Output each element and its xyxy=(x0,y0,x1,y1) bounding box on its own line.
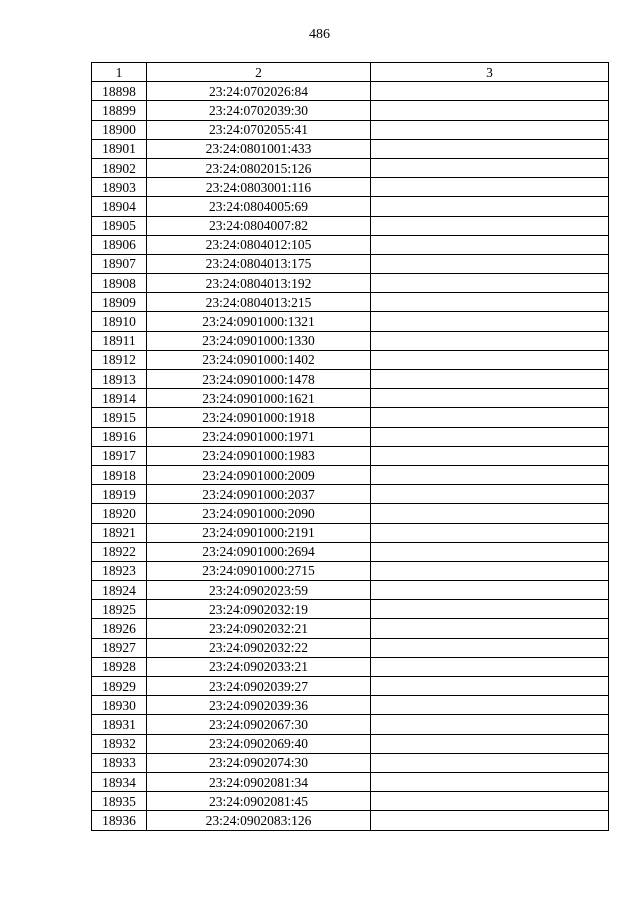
table-row xyxy=(92,197,609,216)
row-number-cell: 18936 xyxy=(92,811,147,830)
table-row xyxy=(92,638,609,657)
cadastral-number-cell: 23:24:0804013:192 xyxy=(147,274,371,293)
row-number-cell: 18928 xyxy=(92,657,147,676)
cadastral-number-cell: 23:24:0902023:59 xyxy=(147,581,371,600)
table-row xyxy=(92,408,609,427)
cadastral-number-cell: 23:24:0901000:1330 xyxy=(147,331,371,350)
table-row xyxy=(92,274,609,293)
table-row xyxy=(92,772,609,791)
note-cell xyxy=(371,542,609,561)
row-number-cell: 18903 xyxy=(92,178,147,197)
table-row xyxy=(92,677,609,696)
note-cell xyxy=(371,792,609,811)
table-row xyxy=(92,504,609,523)
table-body xyxy=(92,63,609,831)
cadastral-number-cell: 23:24:0901000:1402 xyxy=(147,350,371,369)
cadastral-number-cell: 23:24:0901000:2715 xyxy=(147,561,371,580)
row-number-cell: 18912 xyxy=(92,350,147,369)
cadastral-number-cell: 23:24:0901000:2037 xyxy=(147,485,371,504)
cadastral-number-cell: 23:24:0902033:21 xyxy=(147,657,371,676)
note-cell xyxy=(371,772,609,791)
cadastral-number-cell: 23:24:0702055:41 xyxy=(147,120,371,139)
table-row xyxy=(92,178,609,197)
note-cell xyxy=(371,638,609,657)
note-cell xyxy=(371,504,609,523)
table-row xyxy=(92,216,609,235)
row-number-cell: 18921 xyxy=(92,523,147,542)
table-row xyxy=(92,446,609,465)
cadastral-number-cell: 23:24:0803001:116 xyxy=(147,178,371,197)
row-number-cell: 18911 xyxy=(92,331,147,350)
row-number-cell: 18900 xyxy=(92,120,147,139)
table-row xyxy=(92,542,609,561)
row-number-cell: 18918 xyxy=(92,465,147,484)
table-row xyxy=(92,427,609,446)
row-number-cell: 18934 xyxy=(92,772,147,791)
note-cell xyxy=(371,581,609,600)
header-cell-3: 3 xyxy=(371,63,609,82)
table-row xyxy=(92,82,609,101)
table-row xyxy=(92,139,609,158)
note-cell xyxy=(371,101,609,120)
row-number-cell: 18925 xyxy=(92,600,147,619)
note-cell xyxy=(371,619,609,638)
row-number-cell: 18907 xyxy=(92,254,147,273)
row-number-cell: 18932 xyxy=(92,734,147,753)
note-cell xyxy=(371,254,609,273)
note-cell xyxy=(371,197,609,216)
note-cell xyxy=(371,139,609,158)
note-cell xyxy=(371,465,609,484)
row-number-cell: 18904 xyxy=(92,197,147,216)
table-row xyxy=(92,331,609,350)
note-cell xyxy=(371,216,609,235)
cadastral-number-cell: 23:24:0901000:1971 xyxy=(147,427,371,446)
note-cell xyxy=(371,370,609,389)
row-number-cell: 18930 xyxy=(92,696,147,715)
note-cell xyxy=(371,120,609,139)
note-cell xyxy=(371,293,609,312)
cadastral-number-cell: 23:24:0902081:34 xyxy=(147,772,371,791)
row-number-cell: 18929 xyxy=(92,677,147,696)
cadastral-number-cell: 23:24:0804013:175 xyxy=(147,254,371,273)
cadastral-number-cell: 23:24:0901000:2009 xyxy=(147,465,371,484)
cadastral-number-cell: 23:24:0902032:19 xyxy=(147,600,371,619)
cadastral-number-cell: 23:24:0801001:433 xyxy=(147,139,371,158)
table-row xyxy=(92,657,609,676)
note-cell xyxy=(371,734,609,753)
cadastral-number-cell: 23:24:0902032:21 xyxy=(147,619,371,638)
note-cell xyxy=(371,715,609,734)
note-cell xyxy=(371,312,609,331)
cadastral-number-cell: 23:24:0901000:1621 xyxy=(147,389,371,408)
cadastral-number-cell: 23:24:0902039:27 xyxy=(147,677,371,696)
row-number-cell: 18901 xyxy=(92,139,147,158)
cadastral-number-cell: 23:24:0901000:2090 xyxy=(147,504,371,523)
table-row xyxy=(92,581,609,600)
row-number-cell: 18917 xyxy=(92,446,147,465)
table-row xyxy=(92,561,609,580)
row-number-cell: 18898 xyxy=(92,82,147,101)
table-row xyxy=(92,158,609,177)
row-number-cell: 18908 xyxy=(92,274,147,293)
row-number-cell: 18910 xyxy=(92,312,147,331)
cadastral-number-cell: 23:24:0901000:1918 xyxy=(147,408,371,427)
table-row xyxy=(92,370,609,389)
cadastral-number-cell: 23:24:0901000:2694 xyxy=(147,542,371,561)
note-cell xyxy=(371,158,609,177)
table-row xyxy=(92,120,609,139)
note-cell xyxy=(371,561,609,580)
table-row xyxy=(92,485,609,504)
row-number-cell: 18935 xyxy=(92,792,147,811)
table-row xyxy=(92,811,609,830)
cadastral-number-cell: 23:24:0902032:22 xyxy=(147,638,371,657)
row-number-cell: 18909 xyxy=(92,293,147,312)
note-cell xyxy=(371,485,609,504)
row-number-cell: 18919 xyxy=(92,485,147,504)
row-number-cell: 18905 xyxy=(92,216,147,235)
row-number-cell: 18931 xyxy=(92,715,147,734)
row-number-cell: 18913 xyxy=(92,370,147,389)
page-number: 486 xyxy=(309,27,330,42)
table-row xyxy=(92,753,609,772)
cadastral-number-cell: 23:24:0901000:1478 xyxy=(147,370,371,389)
note-cell xyxy=(371,178,609,197)
note-cell xyxy=(371,657,609,676)
cadastral-table xyxy=(91,62,609,831)
table-row xyxy=(92,389,609,408)
row-number-cell: 18899 xyxy=(92,101,147,120)
table-row xyxy=(92,293,609,312)
cadastral-number-cell: 23:24:0802015:126 xyxy=(147,158,371,177)
row-number-cell: 18924 xyxy=(92,581,147,600)
row-number-cell: 18933 xyxy=(92,753,147,772)
cadastral-number-cell: 23:24:0702039:30 xyxy=(147,101,371,120)
cadastral-number-cell: 23:24:0902069:40 xyxy=(147,734,371,753)
cadastral-number-cell: 23:24:0902067:30 xyxy=(147,715,371,734)
note-cell xyxy=(371,523,609,542)
table-row xyxy=(92,715,609,734)
note-cell xyxy=(371,427,609,446)
table-row xyxy=(92,619,609,638)
table-row xyxy=(92,465,609,484)
note-cell xyxy=(371,350,609,369)
cadastral-number-cell: 23:24:0804012:105 xyxy=(147,235,371,254)
table-row xyxy=(92,696,609,715)
row-number-cell: 18920 xyxy=(92,504,147,523)
row-number-cell: 18902 xyxy=(92,158,147,177)
row-number-cell: 18922 xyxy=(92,542,147,561)
table-row xyxy=(92,101,609,120)
cadastral-number-cell: 23:24:0804013:215 xyxy=(147,293,371,312)
table-row xyxy=(92,312,609,331)
cadastral-number-cell: 23:24:0901000:2191 xyxy=(147,523,371,542)
note-cell xyxy=(371,389,609,408)
note-cell xyxy=(371,446,609,465)
table-row xyxy=(92,792,609,811)
note-cell xyxy=(371,696,609,715)
cadastral-number-cell: 23:24:0804007:82 xyxy=(147,216,371,235)
note-cell xyxy=(371,331,609,350)
row-number-cell: 18923 xyxy=(92,561,147,580)
row-number-cell: 18916 xyxy=(92,427,147,446)
cadastral-number-cell: 23:24:0901000:1321 xyxy=(147,312,371,331)
table-row xyxy=(92,734,609,753)
cadastral-number-cell: 23:24:0804005:69 xyxy=(147,197,371,216)
note-cell xyxy=(371,408,609,427)
header-cell-2: 2 xyxy=(147,63,371,82)
cadastral-number-cell: 23:24:0902081:45 xyxy=(147,792,371,811)
row-number-cell: 18927 xyxy=(92,638,147,657)
row-number-cell: 18915 xyxy=(92,408,147,427)
note-cell xyxy=(371,235,609,254)
note-cell xyxy=(371,677,609,696)
header-cell-1: 1 xyxy=(92,63,147,82)
cadastral-number-cell: 23:24:0702026:84 xyxy=(147,82,371,101)
cadastral-number-cell: 23:24:0901000:1983 xyxy=(147,446,371,465)
table-row xyxy=(92,600,609,619)
note-cell xyxy=(371,811,609,830)
table-row xyxy=(92,523,609,542)
note-cell xyxy=(371,82,609,101)
table-header-row xyxy=(92,63,609,82)
table-row xyxy=(92,235,609,254)
cadastral-number-cell: 23:24:0902083:126 xyxy=(147,811,371,830)
row-number-cell: 18906 xyxy=(92,235,147,254)
table-row xyxy=(92,350,609,369)
note-cell xyxy=(371,753,609,772)
note-cell xyxy=(371,600,609,619)
note-cell xyxy=(371,274,609,293)
cadastral-number-cell: 23:24:0902074:30 xyxy=(147,753,371,772)
cadastral-number-cell: 23:24:0902039:36 xyxy=(147,696,371,715)
row-number-cell: 18914 xyxy=(92,389,147,408)
table-row xyxy=(92,254,609,273)
row-number-cell: 18926 xyxy=(92,619,147,638)
